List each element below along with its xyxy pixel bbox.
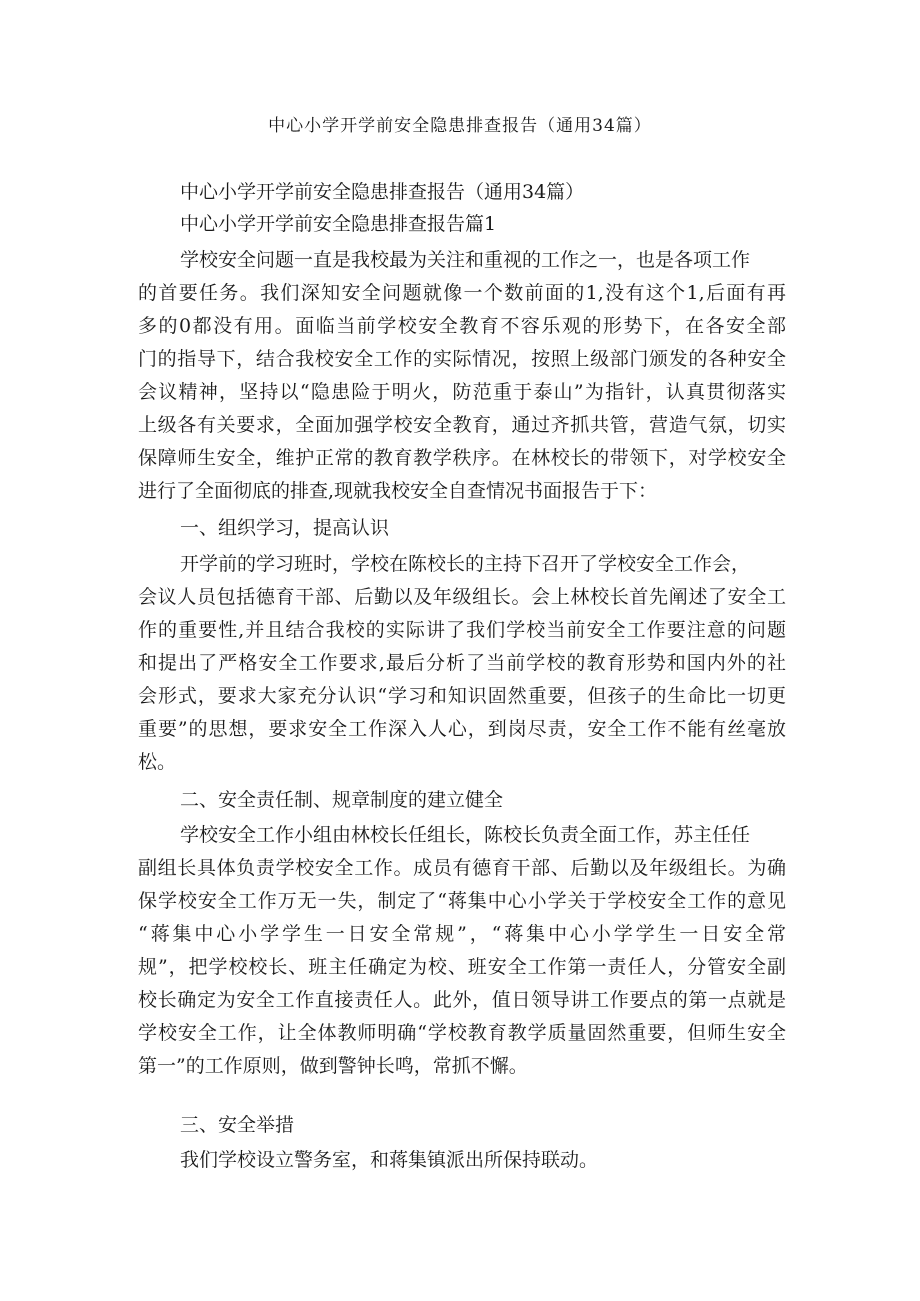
document-subtitle: 中心小学开学前安全隐患排查报告（通用34篇） [180, 181, 585, 203]
paragraph-line: 重要”的思想，要求安全工作深入人心，到岗尽责，安全工作不能有丝毫放 [138, 718, 786, 740]
paragraph-line: 我们学校设立警务室，和蒋集镇派出所保持联动。 [180, 1149, 599, 1171]
paragraph-line: 上级各有关要求，全面加强学校安全教育，通过齐抓共管，营造气氛，切实 [138, 414, 786, 436]
paragraph-line: 学校安全工作，让全体教师明确“学校教育教学质量固然重要，但师生安全 [138, 1022, 786, 1044]
paragraph-line: 会议精神，坚持以“隐患险于明火，防范重于泰山”为指针，认真贯彻落实 [138, 381, 786, 403]
paragraph-line: 和提出了严格安全工作要求,最后分析了当前学校的教育形势和国内外的社 [138, 652, 786, 674]
paragraph-line: 的首要任务。我们深知安全问题就像一个数前面的1,没有这个1,后面有再 [138, 282, 786, 304]
paragraph-line: 保学校安全工作万无一失，制定了“蒋集中心小学关于学校安全工作的意见 [138, 890, 786, 912]
paragraph-line: 规”，把学校校长、班主任确定为校、班安全工作第一责任人，分管安全副 [138, 956, 786, 978]
paragraph-line: 开学前的学习班时，学校在陈校长的主持下召开了学校安全工作会， [180, 553, 751, 575]
paragraph-line: 第一”的工作原则，做到警钟长鸣，常抓不懈。 [138, 1055, 528, 1077]
paragraph-line: 副组长具体负责学校安全工作。成员有德育干部、后勤以及年级组长。为确 [138, 857, 786, 879]
paragraph-line: 会议人员包括德育干部、后勤以及年级组长。会上林校长首先阐述了安全工 [138, 586, 786, 608]
paragraph-line: 学校安全工作小组由林校长任组长，陈校长负责全面工作，苏主任任 [180, 824, 751, 846]
paragraph-line: 进行了全面彻底的排查,现就我校安全自查情况书面报告于下： [138, 480, 658, 502]
section-heading: 三、安全举措 [180, 1114, 295, 1136]
paragraph-line: 会形式，要求大家充分认识“学习和知识固然重要，但孩子的生命比一切更 [138, 685, 786, 707]
article-heading: 中心小学开学前安全隐患排查报告篇1 [180, 213, 497, 235]
document-title: 中心小学开学前安全隐患排查报告（通用34篇） [268, 116, 652, 136]
paragraph-line: 松。 [138, 751, 177, 773]
section-heading: 一、组织学习，提高认识 [180, 517, 390, 539]
paragraph-line: “蒋集中心小学学生一日安全常规”，“蒋集中心小学学生一日安全常 [138, 923, 786, 945]
paragraph-line: 作的重要性,并且结合我校的实际讲了我们学校当前安全工作要注意的问题 [138, 619, 786, 641]
paragraph-line: 多的0都没有用。面临当前学校安全教育不容乐观的形势下，在各安全部 [138, 315, 786, 337]
paragraph-line: 保障师生安全，维护正常的教育教学秩序。在林校长的带领下，对学校安全 [138, 447, 786, 469]
paragraph-line: 校长确定为安全工作直接责任人。此外，值日领导讲工作要点的第一点就是 [138, 989, 786, 1011]
section-heading: 二、安全责任制、规章制度的建立健全 [180, 789, 504, 811]
paragraph-line: 学校安全问题一直是我校最为关注和重视的工作之一，也是各项工作 [180, 249, 751, 271]
paragraph-line: 门的指导下，结合我校安全工作的实际情况，按照上级部门颁发的各种安全 [138, 348, 786, 370]
